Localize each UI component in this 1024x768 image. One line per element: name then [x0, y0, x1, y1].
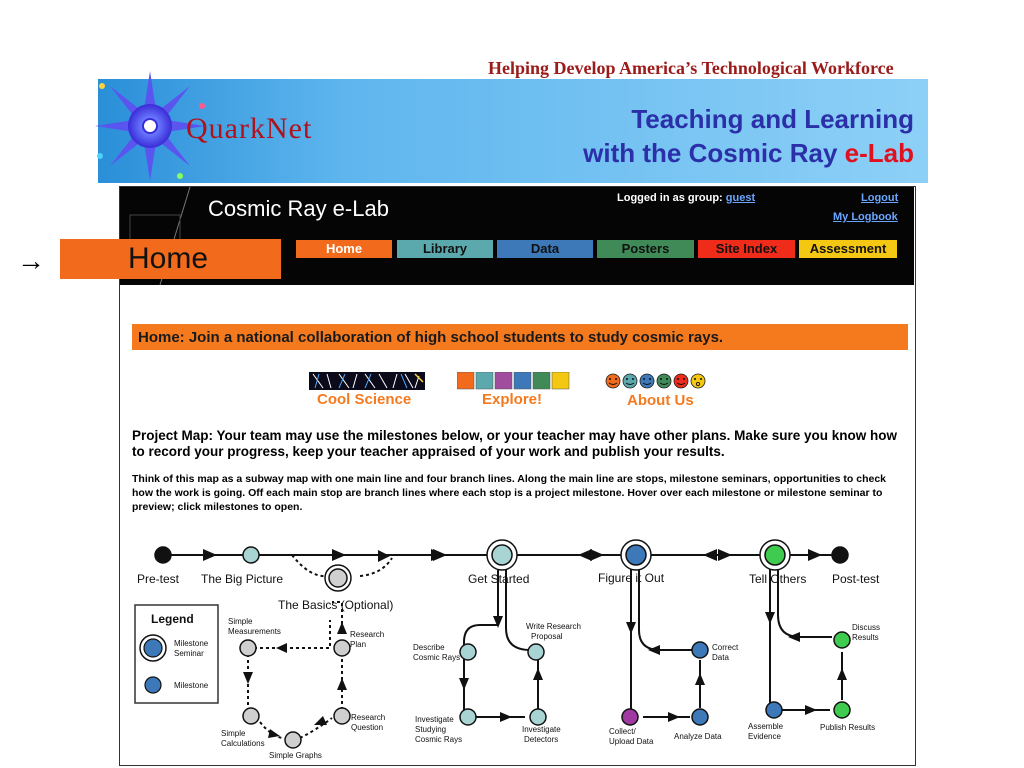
logged-in-status — [617, 192, 755, 204]
milestone-discuss-l1: Discuss — [852, 623, 881, 632]
group-link[interactable]: guest — [725, 192, 756, 204]
milestone-assemble-l2: Evidence — [748, 732, 781, 741]
project-map-description: Think of this map as a subway map with one main line and four branch lines. Along the main line are stops, milestone seminars, opportunities to check how the work is going. Off each main stop are branch lines where each stop is a project milestone. Hover over each milestone or milestone seminar to preview; click milestones to open. — [132, 473, 887, 513]
milestone-research-question-l1: Research — [351, 713, 386, 722]
milestone-correct-data-l2: Data — [712, 653, 729, 662]
legend-title: Legend — [151, 612, 194, 626]
nav-tab-home-label: Home — [325, 241, 363, 256]
cool-science-image[interactable] — [309, 372, 427, 392]
svg-text:MilestoneSeminar — [174, 639, 209, 658]
milestone-describe-l1: Describe — [413, 643, 445, 652]
legend-milestone: Milestone — [174, 681, 209, 690]
legend-seminar-line1: Milestone — [174, 639, 209, 648]
stop-pre-test: Pre-test — [137, 572, 180, 586]
legend-seminar-line2: Seminar — [174, 649, 204, 658]
quarknet-brand: QuarkNet — [186, 112, 313, 145]
project-map-intro: Project Map: Your team may use the milestones below, or your teacher may have other plans. Make sure you know how to record your progress, keep your teacher appraised of your work and publish your results. — [132, 428, 897, 459]
milestone-simple-measurements-l1: Simple — [228, 617, 253, 626]
nav-tab-assessment[interactable] — [799, 240, 897, 258]
explore-swatch[interactable] — [514, 372, 531, 389]
milestone-investigate-studying-l2: Studying — [415, 725, 447, 734]
svg-text:InvestigateStudyingCosmic Rays — [415, 715, 462, 744]
banner-title-highlight: e-Lab — [844, 138, 914, 168]
stop-get-started: Get Started — [468, 572, 530, 586]
banner-title-line1: Teaching and Learning — [631, 104, 914, 134]
milestone-simple-measurements-l2: Measurements — [228, 627, 281, 636]
explore-image[interactable] — [457, 372, 577, 392]
about-us-link[interactable]: About Us — [627, 392, 694, 409]
milestone-research-plan-l1: Research — [350, 630, 385, 639]
milestone-correct-data-l1: Correct — [712, 643, 739, 652]
tagline: Helping Develop America’s Technological Workforce — [488, 58, 894, 78]
milestone-collect-upload-l2: Upload Data — [609, 737, 654, 746]
milestone-simple-graphs: Simple Graphs — [269, 751, 322, 760]
explore-swatch[interactable] — [552, 372, 569, 389]
stop-figure-it-out: Figure it Out — [598, 571, 665, 585]
explore-swatch[interactable] — [533, 372, 550, 389]
nav-tab-site-index[interactable] — [698, 240, 795, 258]
stop-post-test: Post-test — [832, 572, 880, 586]
milestone-investigate-studying-l1: Investigate — [415, 715, 454, 724]
nav-tab-home[interactable] — [296, 240, 392, 258]
milestone-investigate-detectors-l2: Detectors — [524, 735, 559, 744]
elab-title: Cosmic Ray e-Lab — [208, 196, 389, 221]
logout-link[interactable]: Logout — [861, 192, 899, 204]
nav-tab-data-label: Data — [530, 241, 560, 256]
milestone-simple-calculations-l2: Calculations — [221, 739, 265, 748]
stop-tell-others: Tell Others — [749, 572, 807, 586]
explore-swatch[interactable] — [476, 372, 493, 389]
nav-tab-posters[interactable] — [597, 240, 694, 258]
nav-tab-data[interactable] — [497, 240, 593, 258]
about-us-faces-icon[interactable] — [604, 373, 724, 391]
svg-text:Collect/Upload Data — [609, 727, 654, 746]
svg-text:SimpleMeasurements — [228, 617, 281, 636]
milestone-research-plan-l2: Plan — [350, 640, 367, 649]
svg-text:ResearchPlan — [350, 630, 384, 649]
project-subway-map — [120, 530, 910, 764]
svg-text:SimpleCalculations — [221, 729, 265, 748]
banner-title-line2 — [583, 136, 914, 170]
milestone-collect-upload-l1: Collect/ — [609, 727, 636, 736]
svg-text:ResearchQuestion — [351, 713, 385, 732]
logbook-link[interactable]: My Logbook — [833, 211, 898, 223]
nav-tab-posters-label: Posters — [621, 241, 670, 256]
home-banner-bar — [132, 324, 908, 350]
stop-big-picture: The Big Picture — [201, 572, 284, 586]
stop-the-basics: The Basics (Optional) — [278, 598, 394, 612]
nav-tab-library-label: Library — [422, 241, 468, 256]
nav-tab-site-index-label: Site Index — [715, 241, 778, 256]
svg-text:DiscussResults — [852, 623, 880, 642]
milestone-discuss-l2: Results — [852, 633, 879, 642]
milestone-describe-l2: Cosmic Rays — [413, 653, 461, 662]
svg-text:AssembleEvidence — [748, 722, 784, 741]
milestone-investigate-detectors-l1: Investigate — [522, 725, 561, 734]
milestone-assemble-l1: Assemble — [748, 722, 784, 731]
explore-link[interactable]: Explore! — [482, 391, 543, 408]
home-callout-label: Home — [128, 242, 209, 275]
milestone-write-proposal-l2: Proposal — [531, 632, 563, 641]
milestone-simple-calculations-l1: Simple — [221, 729, 246, 738]
home-banner-text: Home: Join a national collaboration of high school students to study cosmic rays. — [138, 329, 724, 346]
banner-title-prefix: with the Cosmic Ray — [583, 138, 845, 168]
milestone-research-question-l2: Question — [351, 723, 384, 732]
milestone-investigate-studying-l3: Cosmic Rays — [415, 735, 463, 744]
cool-science-link[interactable]: Cool Science — [317, 391, 412, 408]
explore-swatch[interactable] — [457, 372, 474, 389]
nav-tab-library[interactable] — [397, 240, 493, 258]
milestone-write-proposal-l1: Write Research — [526, 622, 581, 631]
milestone-publish-results: Publish Results — [820, 723, 876, 732]
svg-text:InvestigateDetectors — [522, 725, 561, 744]
milestone-analyze-data: Analyze Data — [674, 732, 722, 741]
right-arrow-icon: → — [17, 245, 45, 276]
nav-tab-assessment-label: Assessment — [809, 241, 887, 256]
home-callout — [60, 239, 281, 279]
svg-text:Write ResearchProposal — [526, 622, 581, 641]
explore-swatch[interactable] — [495, 372, 512, 389]
svg-text:DescribeCosmic Rays — [413, 643, 460, 662]
svg-text:CorrectData — [712, 643, 739, 662]
banner-title — [583, 102, 914, 170]
logged-in-label: Logged in as group: — [617, 192, 726, 204]
